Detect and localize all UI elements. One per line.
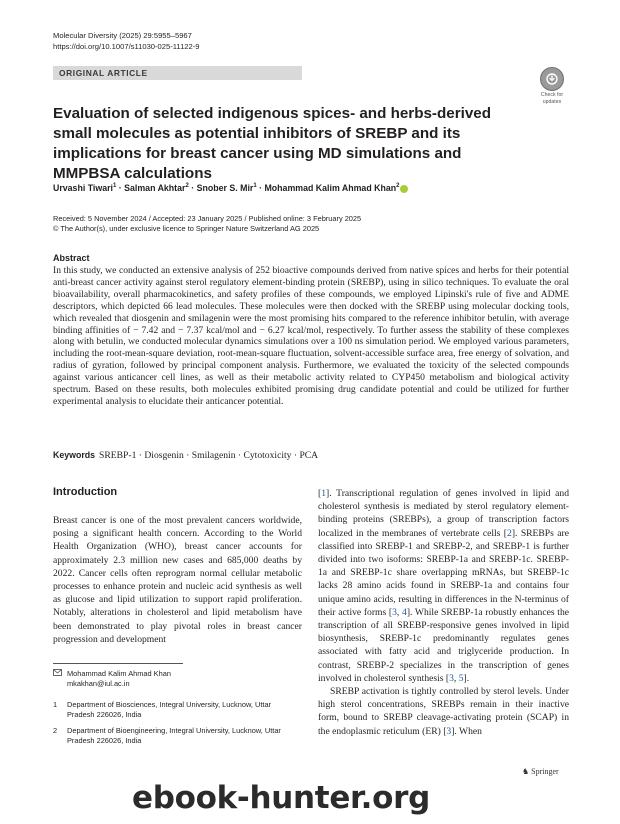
corresponding-author-name: Mohammad Kalim Ahmad Khan: [67, 669, 171, 678]
keywords-label: Keywords: [53, 450, 96, 460]
watermark: ebook-hunter.org: [132, 780, 430, 816]
copyright-line: © The Author(s), under exclusive licence to Springer Nature Switzerland AG 2025: [53, 224, 320, 233]
body-text: ]. When: [451, 725, 482, 737]
affiliation-text: Department of Bioengineering, Integral University, Lucknow, Uttar Pradesh 226026, India: [67, 726, 281, 745]
springer-horse-icon: ♞: [522, 767, 530, 776]
body-text: ]. While SREBP-1a robustly enhances the transcription of all SREBP-responsive genes involved in lipid biosynthesis, SREBP-1c predominantly regulates genes associated with fatty acid and triglyceride production. In contrast, SREBP-2 specializes in the transcription of genes involved in cholesterol synthesis [: [318, 606, 570, 684]
article-title: Evaluation of selected indigenous spices- and herbs-derived small molecules as potential inhibitors of SREBP and its implications for breast cancer using MD simulations and MMPBSA calculations: [53, 105, 492, 182]
author-separator: ·: [188, 182, 197, 193]
author-affiliation-mark: 2: [396, 183, 400, 189]
body-text: SREBP activation is tightly controlled by sterol levels. Under high sterol concentrations, SREBPs remain in their inactive form, bound to SREBP cleavage-activating protein (SCAP) in the endoplasmic reticulum (ER) [: [318, 686, 569, 737]
envelope-icon: [53, 669, 67, 679]
keywords-text: SREBP-1 · Diosgenin · Smilagenin · Cytotoxicity · PCA: [99, 450, 319, 461]
affiliation-footnote: [53, 700, 297, 720]
body-text: [: [318, 488, 322, 499]
author-name[interactable]: Snober S. Mir: [196, 182, 254, 193]
reference-link[interactable]: 4: [402, 606, 407, 618]
author-affiliation-mark: 2: [185, 183, 189, 189]
affiliation-mark: 1: [53, 700, 58, 709]
affiliation-footnote: [53, 726, 297, 746]
body-text: ]. Transcriptional regulation of genes involved in lipid and cholesterol synthesis is mediated by sterol regulatory element-binding proteins (SREBPs), a group of transcription factors localized in the membranes of vertebrate cells [: [318, 488, 569, 539]
keywords-line: [53, 449, 318, 462]
abstract-text: In this study, we conducted an extensive analysis of 252 bioactive compounds derived from native spices and herbs for their potential anti-breast cancer activity against sterol regulatory element-binding protein (SREBP), using in silico techniques. To evaluate the oral bioavailability, overall pharmacokinetics, and safety profiles of these compounds, we employed Lipinski's rule of five and ADME descriptors, which depicted 66 lead molecules. These molecules were then docked with the SREBP using molecular docking tools, which revealed that diosgenin and smilagenin were the most promising hits compared to the reference inhibitor betulin, with average binding affinities of − 7.42 and − 7.37 kcal/mol and − 6.27 kcal/mol, respectively. To further assess the stability of these complexes along with betulin, we conducted molecular dynamics simulations over a 100 ns simulation period. We employed various parameters, including the root-mean-square deviation, root-mean-square fluctuation, solvent-accessible surface area, free energy of solvation, and radius of gyration, followed by principal component analysis. Furthermore, we evaluated the toxicity of the selected compounds against various anticancer cell lines, as well as their metabolic activity related to CYP450 metabolism and biological activity spectrum. Based on these results, both molecules exhibited promising drug candidate potential and could be utilized for further experimental analysis to elucidate their anticancer potential.: [53, 265, 569, 407]
doi-link[interactable]: https://doi.org/10.1007/s11030-025-11122-9: [53, 42, 200, 51]
affiliation-text: Department of Biosciences, Integral University, Lucknow, Uttar Pradesh 226026, India: [67, 700, 272, 719]
body-text: ,: [453, 672, 459, 684]
article-type-banner: [53, 66, 302, 80]
body-text: ,: [396, 606, 403, 618]
publication-dates: [53, 214, 361, 234]
badge-label-line1: Check for: [540, 92, 564, 98]
publisher-name: Springer: [531, 767, 559, 776]
abstract-heading: Abstract: [53, 253, 90, 263]
author-separator: ·: [256, 182, 265, 193]
introduction-paragraph: [318, 685, 569, 738]
footnote-divider: [53, 663, 183, 664]
corresponding-author-email[interactable]: mkakhan@iul.ac.in: [67, 679, 130, 688]
reference-link[interactable]: 2: [507, 527, 512, 539]
introduction-heading: Introduction: [53, 486, 118, 498]
journal-header: [53, 30, 200, 52]
corresponding-author-footnote: [53, 669, 297, 689]
author-name[interactable]: Urvashi Tiwari: [53, 182, 113, 193]
reference-link[interactable]: 3: [392, 606, 397, 618]
author-name[interactable]: Salman Akhtar: [124, 182, 186, 193]
journal-citation: Molecular Diversity (2025) 29:5955–5967: [53, 31, 192, 40]
badge-label-line2: updates: [542, 99, 562, 105]
introduction-paragraph: [318, 487, 569, 685]
check-for-updates-icon: [540, 67, 564, 91]
introduction-left-column: Breast cancer is one of the most prevalent cancers worldwide, posing a significant health concern. According to the World Health Organization (WHO), breast cancer accounts for approximately 2.3 million new cases and 685,000 deaths by 2022. Cancer cells often reprogram normal cellular metabolic processes to enhance protein and nucleic acid synthesis as well as glucose and lipid utilization to support rapid proliferation. Notably, alterations in cholesterol and lipid metabolism have been demonstrated to play pivotal roles in breast cancer progression and development: [53, 515, 302, 645]
reference-link[interactable]: 3: [449, 672, 454, 684]
introduction-right-column: [318, 487, 569, 738]
reference-link[interactable]: 1: [321, 488, 326, 499]
article-type-label: ORIGINAL ARTICLE: [59, 68, 148, 78]
date-history: Received: 5 November 2024 / Accepted: 23 January 2025 / Published online: 3 February 2025: [53, 214, 362, 223]
affiliation-mark: 2: [53, 726, 58, 735]
body-text: ].: [463, 672, 470, 684]
publisher-logo: [522, 767, 559, 776]
check-for-updates-badge[interactable]: [534, 67, 570, 103]
orcid-icon[interactable]: [400, 185, 408, 193]
author-separator: ·: [116, 182, 125, 193]
author-list: [53, 180, 573, 194]
reference-link[interactable]: 5: [458, 672, 464, 684]
reference-link[interactable]: 3: [446, 725, 452, 737]
author-name[interactable]: Mohammad Kalim Ahmad Khan: [264, 182, 397, 193]
author-affiliation-mark: 1: [253, 183, 257, 189]
author-affiliation-mark: 1: [112, 183, 117, 189]
body-text: ]. SREBPs are classified into SREBP-1 and SREBP-2, and SREBP-1 is further divided into two isoforms: SREBP-1a and SREBP-1c. SREBP-1a and SREBP-1c share overlapping mRNAs, but SREBP-1c lacks 28 amino acids found in SREBP-1a and contains four unique amino acids, resulting in differences in the N-terminus of their active forms [: [318, 527, 569, 618]
